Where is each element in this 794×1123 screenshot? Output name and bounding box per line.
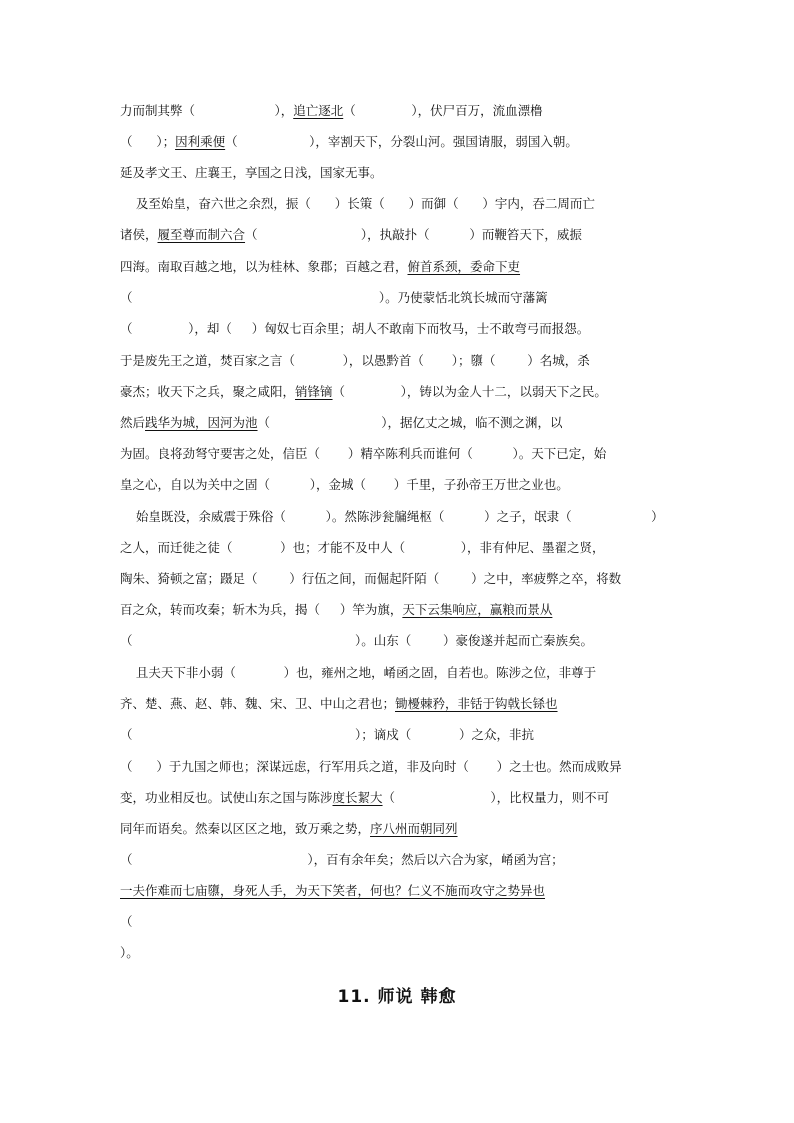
underlined-phrase: 践华为城，因河为池 [145, 415, 258, 430]
text-segment: 之人，而迁徙之徒（ ）也；才能不及中人（ ），非有仲尼、墨翟之贤， [120, 540, 605, 555]
text-segment: 延及孝文王、庄襄王，享国之日浅，国家无事。 [120, 165, 383, 180]
text-line [120, 818, 690, 840]
underlined-phrase: 一夫作难而七庙隳，身死人手，为天下笑者，何也？仁义不施而攻守之势异也 [120, 883, 546, 898]
text-line [120, 256, 690, 278]
underlined-phrase: 俯首系颈，委命下吏 [407, 259, 521, 274]
underlined-phrase: 天下云集响应，赢粮而景从 [402, 602, 553, 617]
underlined-phrase: 度长絜大 [332, 790, 383, 805]
text-segment: 始皇既没，余威震于殊俗（ ）。然陈涉瓮牖绳枢（ ）之子，氓隶（ ） [120, 509, 664, 524]
text-line [120, 193, 690, 215]
text-segment: （ ）于九国之师也；深谋远虑，行军用兵之道，非及向时（ ）之士也。然而成败异 [120, 759, 622, 774]
text-line [120, 537, 690, 559]
text-line [120, 942, 690, 964]
text-segment: （ ）；谪戍（ ）之众，非抗 [120, 727, 534, 742]
text-line [120, 443, 690, 465]
text-line [120, 911, 690, 933]
text-line [120, 131, 690, 153]
text-segment: （ ），比权量力，则不可 [382, 790, 610, 805]
text-line [120, 880, 690, 902]
text-segment: 皇之心，自以为关中之固（ ），金城（ ）千里，子孙帝王万世之业也。 [120, 477, 569, 492]
text-segment: 陶朱、猗顿之富；蹑足（ ）行伍之间，而倔起阡陌（ ）之中，率疲弊之卒，将数 [120, 571, 622, 586]
text-segment: 于是废先王之道，焚百家之言（ ），以愚黔首（ ）；隳（ ）名城，杀 [120, 353, 590, 368]
underlined-phrase: 履至尊而制六合 [157, 227, 246, 242]
text-segment: 诸侯， [120, 227, 158, 242]
text-segment: （ ），铸以为金人十二，以弱天下之民。 [332, 384, 607, 399]
text-segment: （ [120, 914, 133, 929]
text-line [120, 224, 690, 246]
text-line [120, 318, 690, 340]
text-segment: 豪杰；收天下之兵，聚之咸阳， [120, 384, 296, 399]
text-segment: 齐、楚、燕、赵、韩、魏、宋、卫、中山之君也； [120, 696, 396, 711]
text-segment: （ ），执敲扑（ ）而鞭笞天下，威振 [245, 227, 582, 242]
text-line [120, 787, 690, 809]
text-line [120, 287, 690, 309]
text-segment: 百之众，转而攻秦；斩木为兵，揭（ ）竿为旗， [120, 602, 403, 617]
text-segment: 及至始皇，奋六世之余烈，振（ ）长策（ ）而御（ ）宇内，吞二周而亡 [120, 196, 595, 211]
underlined-phrase: 锄櫌棘矜，非铦于钩戟长铩也 [395, 696, 558, 711]
underlined-phrase: 销锋镝 [295, 384, 333, 399]
text-segment: （ ）。乃使蒙恬北筑长城而守藩篱 [120, 290, 548, 305]
text-segment: （ ）； [120, 134, 176, 149]
underlined-phrase: 因利乘便 [175, 134, 226, 149]
text-line [120, 412, 690, 434]
text-segment: （ ），伏尸百万，流血漂橹 [343, 103, 543, 118]
text-line [120, 506, 690, 528]
text-segment: （ ），却（ ）匈奴七百余里；胡人不敢南下而牧马，士不敢弯弓而报怨。 [120, 321, 590, 336]
text-segment: 为固。良将劲弩守要害之处，信臣（ ）精卒陈利兵而谁何（ ）。天下已定，始 [120, 446, 607, 461]
text-segment: 四海。南取百越之地，以为桂林、象郡；百越之君， [120, 259, 408, 274]
text-segment: 力而制其弊（ ）， [120, 103, 294, 118]
text-line [120, 599, 690, 621]
text-segment: （ ），据亿丈之城，临不测之渊，以 [257, 415, 563, 430]
text-line [120, 630, 690, 652]
text-line [120, 381, 690, 403]
text-line [120, 162, 690, 184]
underlined-phrase: 追亡逐北 [293, 103, 344, 118]
text-line [120, 849, 690, 871]
text-segment: （ ），百有余年矣；然后以六合为家，崤函为宫； [120, 852, 564, 867]
text-segment: 然后 [120, 415, 146, 430]
text-segment: （ ）。山东（ ）豪俊遂并起而亡秦族矣。 [120, 633, 594, 648]
text-line [120, 474, 690, 496]
text-line [120, 100, 690, 122]
text-line [120, 568, 690, 590]
text-segment: 变，功业相反也。试使山东之国与陈涉 [120, 790, 333, 805]
text-segment: （ ），宰割天下，分裂山河。强国请服，弱国入朝。 [225, 134, 578, 149]
text-line [120, 756, 690, 778]
text-segment: ）。 [120, 945, 139, 960]
text-segment: 且夫天下非小弱（ ）也，雍州之地，崤函之固，自若也。陈涉之位，非尊于 [120, 665, 597, 680]
text-line [120, 693, 690, 715]
text-line [120, 350, 690, 372]
text-line [120, 724, 690, 746]
section-title: 11. 师说 韩愈 [337, 987, 457, 1007]
text-line [120, 662, 690, 684]
text-segment: 同年而语矣。然秦以区区之地，致万乘之势， [120, 821, 371, 836]
underlined-phrase: 序八州而朝同列 [370, 821, 458, 836]
